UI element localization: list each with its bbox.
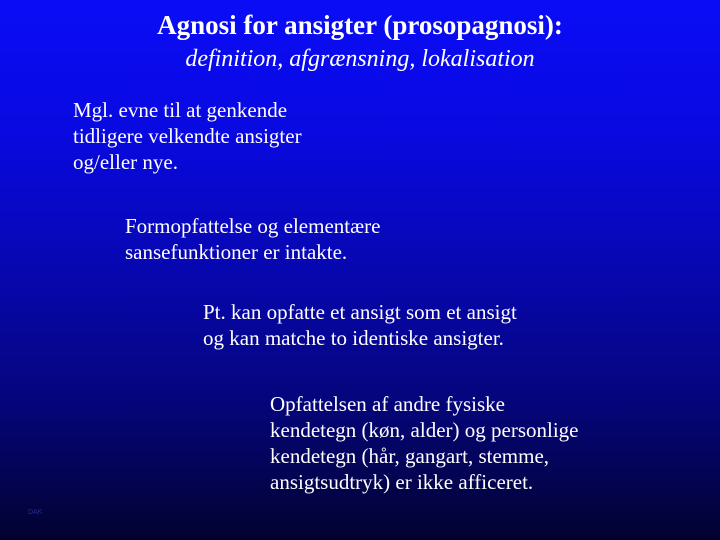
slide-title: Agnosi for ansigter (prosopagnosi):	[157, 10, 563, 40]
text-line: tidligere velkendte ansigter	[73, 124, 302, 148]
text-block-definition	[73, 97, 302, 175]
text-line: Formopfattelse og elementære	[125, 214, 381, 238]
text-line: Opfattelsen af andre fysiske	[270, 392, 505, 416]
text-line: og kan matche to identiske ansigter.	[203, 326, 504, 350]
text-block-form-perception	[125, 213, 380, 265]
text-line: Pt. kan opfatte et ansigt som et ansigt	[203, 300, 517, 324]
slide-subtitle: definition, afgrænsning, lokalisation	[185, 46, 535, 72]
text-line: Mgl. evne til at genkende	[73, 98, 288, 122]
text-line: og/eller nye.	[73, 150, 178, 174]
text-line: kendetegn (hår, gangart, stemme,	[270, 444, 550, 468]
text-block-other-features	[270, 391, 578, 495]
text-block-face-matching	[203, 299, 517, 351]
text-line: ansigtsudtryk) er ikke afficeret.	[270, 470, 534, 494]
text-line: sansefunktioner er intakte.	[125, 240, 348, 264]
footer-mark: DAK	[28, 509, 43, 516]
text-line: kendetegn (køn, alder) og personlige	[270, 418, 579, 442]
